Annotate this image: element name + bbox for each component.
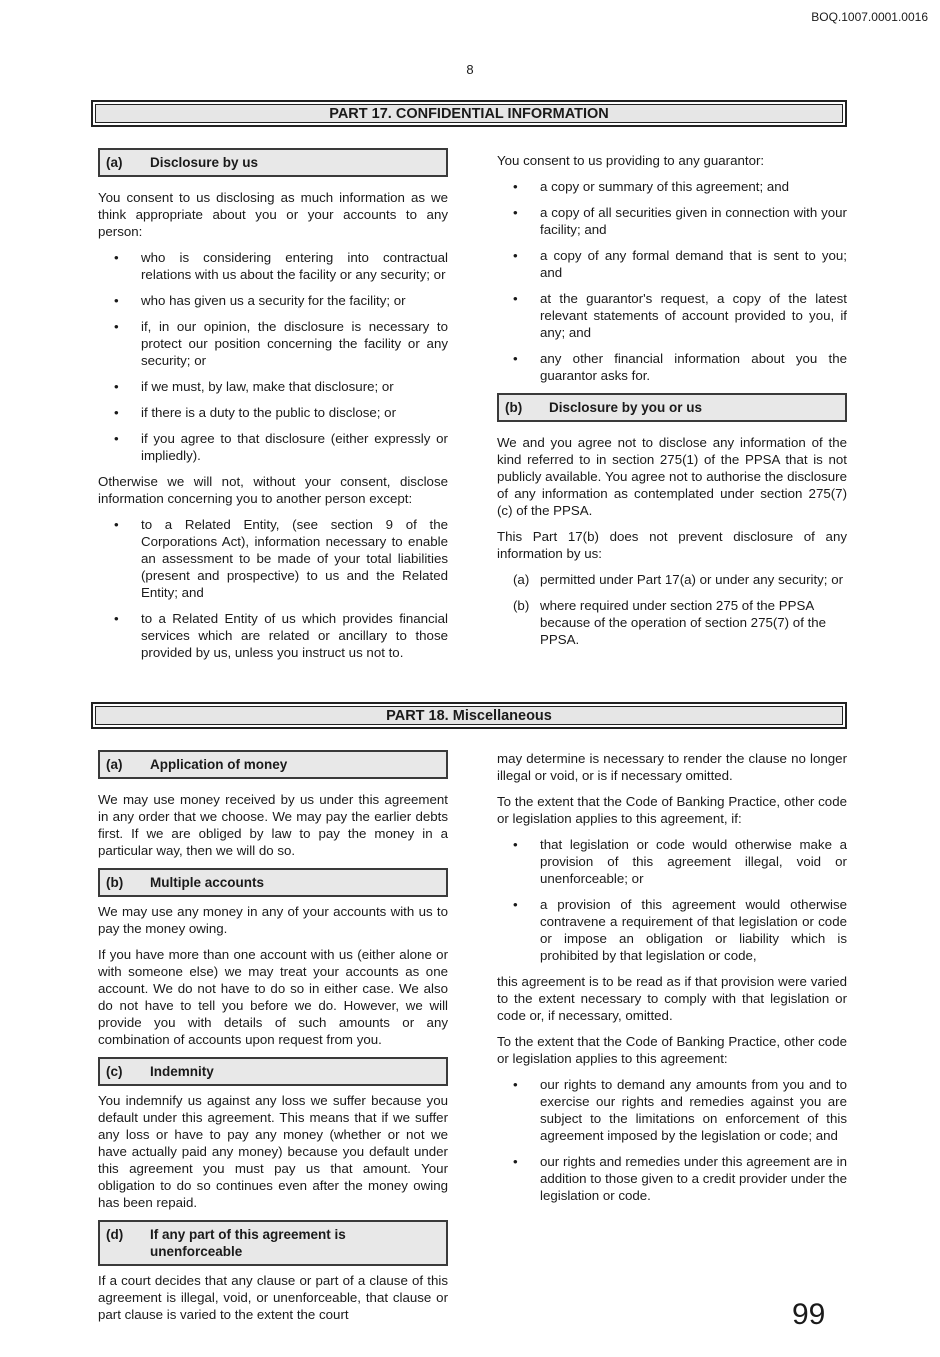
section-label: (a) bbox=[106, 757, 123, 772]
paragraph: You indemnify us against any loss we suffer because you default under this agreement. This means that if we suffer any loss or have to pay any money (whether or not we have actually paid any money) because you default under this agreement you must pay us that amount. Your obligation to do so continues even after the money owing has been repaid. bbox=[98, 1093, 448, 1210]
part-18-title: PART 18. Miscellaneous bbox=[95, 706, 843, 725]
paragraph: Otherwise we will not, without your consent, disclose information concerning you to another person except: bbox=[98, 474, 448, 506]
part-17-right-column bbox=[497, 152, 847, 657]
bullet-list bbox=[497, 836, 847, 964]
section-title: If any part of this agreement is unenforceable bbox=[150, 1227, 346, 1259]
big-page-number: 99 bbox=[792, 1298, 826, 1331]
section-label: (a) bbox=[106, 155, 123, 170]
paragraph: This Part 17(b) does not prevent disclosure of any information by us: bbox=[497, 529, 847, 561]
section-18a-heading bbox=[98, 750, 448, 779]
list-item: • if you agree to that disclosure (either expressly or impliedly). bbox=[114, 431, 448, 463]
section-17b-heading bbox=[497, 393, 847, 422]
list-item: • a copy of all securities given in connection with your facility; and bbox=[513, 205, 847, 237]
list-item: • our rights to demand any amounts from you and to exercise our rights and remedies against you are subject to the limitations on enforcement of this agreement imposed by the legislation or code; and bbox=[513, 1077, 847, 1143]
part-18-left-column bbox=[98, 750, 448, 1332]
list-item: • if there is a duty to the public to disclose; or bbox=[114, 405, 396, 420]
page-number: 8 bbox=[466, 62, 474, 77]
document-id: BOQ.1007.0001.0016 bbox=[811, 10, 928, 24]
bullet-list bbox=[497, 178, 847, 384]
list-item: (a) permitted under Part 17(a) or under any security; or bbox=[513, 572, 844, 587]
paragraph: this agreement is to be read as if that provision were varied to the extent necessary to comply with that legislation or code or, if necessary, omitted. bbox=[497, 974, 847, 1023]
list-item: • a copy or summary of this agreement; and bbox=[513, 179, 790, 194]
list-item: • a provision of this agreement would otherwise contravene a requirement of that legislation or code or impose an obligation or liability which is prohibited by that legislation or code, bbox=[513, 897, 847, 963]
section-title: Disclosure by us bbox=[150, 155, 259, 170]
section-18d-heading bbox=[98, 1220, 448, 1266]
section-18c-heading bbox=[98, 1057, 448, 1086]
lettered-list bbox=[497, 571, 847, 648]
list-item: • who has given us a security for the facility; or bbox=[114, 293, 406, 308]
section-title: Multiple accounts bbox=[150, 875, 265, 890]
section-title: Disclosure by you or us bbox=[549, 400, 703, 415]
paragraph: If you have more than one account with us (either alone or with someone else) we may treat your accounts as one account. We do not have to do so in either case. We also do not have to tell you before we do. However, we will provide you with details of such amounts or any combination of accounts upon request from you. bbox=[98, 947, 448, 1047]
list-item: • if we must, by law, make that disclosure; or bbox=[114, 379, 394, 394]
list-item: • any other financial information about you the guarantor asks for. bbox=[513, 351, 847, 383]
paragraph: We may use money received by us under this agreement in any order that we choose. We may pay the earlier debts first. If we are obliged by law to pay the money in a particular way, then we will do so. bbox=[98, 792, 448, 858]
list-item: • that legislation or code would otherwise make a provision of this agreement illegal, void or unenforceable; or bbox=[513, 837, 847, 886]
list-item: • who is considering entering into contractual relations with us about the facility or any security; or bbox=[114, 250, 448, 282]
bullet-list bbox=[497, 1076, 847, 1204]
paragraph: may determine is necessary to render the clause no longer illegal or void, or is if necessary omitted. bbox=[497, 751, 847, 783]
list-item: • our rights and remedies under this agreement are in addition to those given to a credit provider under the legislation or code. bbox=[513, 1154, 847, 1203]
paragraph: To the extent that the Code of Banking Practice, other code or legislation applies to this agreement, if: bbox=[497, 794, 847, 826]
part-17-title: PART 17. CONFIDENTIAL INFORMATION bbox=[95, 104, 843, 123]
part-17-left-column bbox=[98, 148, 448, 670]
section-label: (c) bbox=[106, 1064, 123, 1079]
section-label: (d) bbox=[106, 1227, 124, 1242]
paragraph: To the extent that the Code of Banking Practice, other code or legislation applies to this agreement: bbox=[497, 1034, 847, 1066]
section-title: Indemnity bbox=[150, 1064, 214, 1079]
section-18b-heading bbox=[98, 868, 448, 897]
list-item: • to a Related Entity of us which provides financial services which are related or ancillary to those provided by us, unless you instruct us not to. bbox=[114, 611, 448, 660]
part-18-right-column bbox=[497, 750, 847, 1213]
paragraph: We may use any money in any of your accounts with us to pay the money owing. bbox=[98, 904, 448, 936]
paragraph: We and you agree not to disclose any information of the kind referred to in section 275(1) of the PPSA that is not publicly available. You agree not to authorise the disclosure of any information as contemplated under section 275(7) (c) of the PPSA. bbox=[497, 435, 847, 518]
part-18-banner bbox=[91, 702, 847, 729]
section-17a-heading bbox=[98, 148, 448, 177]
section-title: Application of money bbox=[150, 757, 288, 772]
bullet-list bbox=[98, 516, 448, 661]
bullet-list bbox=[98, 249, 448, 464]
section-label: (b) bbox=[505, 400, 523, 415]
part-17-banner bbox=[91, 100, 847, 127]
list-item: • to a Related Entity, (see section 9 of the Corporations Act), information necessary to enable an assessment to be made of your total liabilities (present and prospective) to us and the Related Entity; and bbox=[114, 517, 448, 600]
list-item: • a copy of any formal demand that is sent to you; and bbox=[513, 248, 847, 280]
list-item: • at the guarantor's request, a copy of the latest relevant statements of account provided to you, if any; and bbox=[513, 291, 847, 340]
list-item: • if, in our opinion, the disclosure is necessary to protect our position concerning the facility or any security; or bbox=[114, 319, 448, 368]
paragraph: You consent to us disclosing as much information as we think appropriate about you or your accounts to any person: bbox=[98, 190, 448, 239]
list-item: (b) where required under section 275 of the PPSA because of the operation of section 275(7) of the PPSA. bbox=[513, 598, 827, 647]
section-label: (b) bbox=[106, 875, 124, 890]
paragraph: You consent to us providing to any guarantor: bbox=[497, 153, 765, 168]
paragraph: If a court decides that any clause or part of a clause of this agreement is illegal, void, or unenforceable, that clause or part clause is varied to the extent the court bbox=[98, 1273, 448, 1322]
